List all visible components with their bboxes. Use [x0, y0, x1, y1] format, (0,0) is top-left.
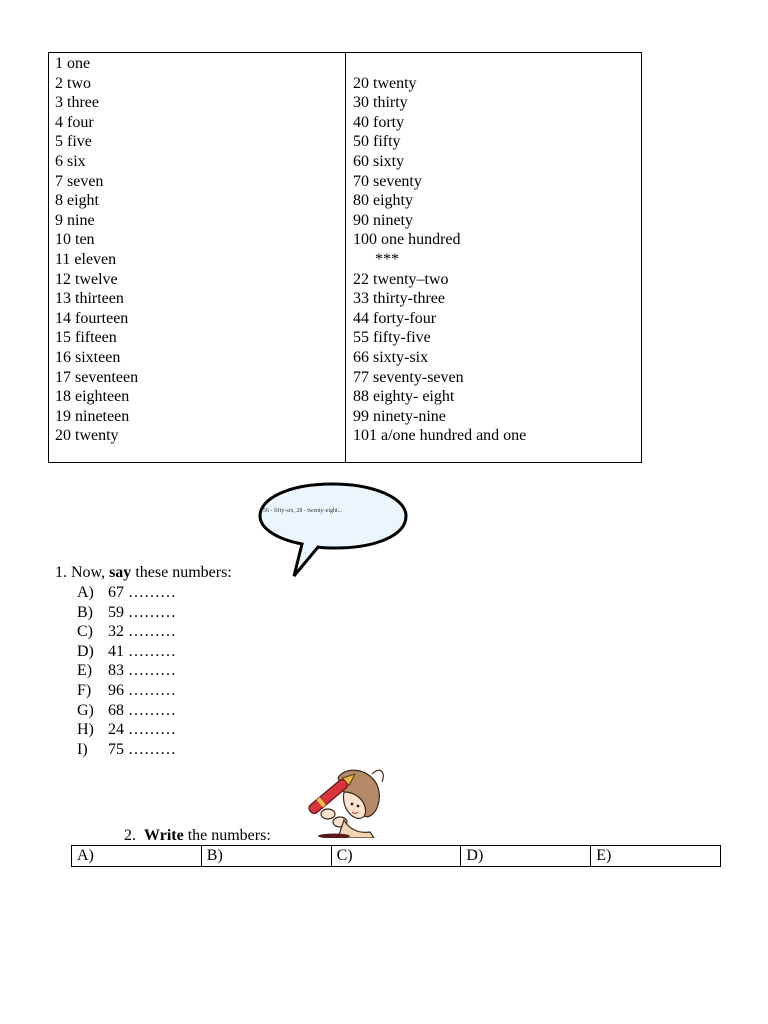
- separator-stars: ***: [375, 250, 399, 268]
- exercise-suffix: the numbers:: [187, 827, 271, 844]
- number-row: 2 two: [55, 74, 91, 92]
- number-row: 4 four: [55, 113, 94, 131]
- item-text: 41 ………: [108, 642, 176, 660]
- number-row: 70 seventy: [353, 172, 422, 190]
- item-letter: A): [77, 584, 94, 601]
- exercise-2-heading: [124, 826, 271, 846]
- number-row: 1 one: [55, 55, 91, 72]
- number-row: 7 seven: [55, 172, 104, 190]
- speech-bubble-icon: [256, 480, 408, 580]
- item-letter: C): [77, 623, 93, 641]
- answer-cell[interactable]: E): [596, 847, 612, 864]
- list-item: [77, 603, 176, 623]
- number-row: 30 thirty: [353, 94, 408, 112]
- item-text: 67 ………: [108, 584, 176, 601]
- number-row: 9 nine: [55, 211, 95, 229]
- write-numbers-answer-table: [71, 845, 721, 867]
- exercise-number: 1.: [55, 564, 67, 581]
- list-item: [77, 642, 176, 662]
- item-letter: D): [77, 642, 94, 660]
- list-item: [77, 681, 176, 701]
- number-row: 50 fifty: [353, 133, 401, 151]
- exercise-suffix: these numbers:: [135, 564, 232, 581]
- number-row: 100 one hundred: [353, 231, 461, 249]
- number-row: 80 eighty: [353, 192, 413, 210]
- number-row: 17 seventeen: [55, 368, 139, 386]
- list-item: [77, 622, 176, 642]
- exercise-keyword: Write: [144, 827, 184, 844]
- item-letter: B): [77, 603, 93, 621]
- exercise-1-heading: [55, 563, 232, 583]
- writing-girl-illustration-icon: [298, 758, 386, 838]
- number-row: 19 nineteen: [55, 407, 130, 425]
- exercise-number: 2.: [124, 827, 136, 844]
- say-numbers-list: [77, 583, 176, 759]
- numbers-right-column: [346, 53, 641, 462]
- item-text: 75 ………: [108, 740, 176, 758]
- number-row: 5 five: [55, 133, 92, 151]
- number-row: 60 sixty: [353, 152, 405, 170]
- item-text: 59 ………: [108, 603, 176, 621]
- number-row: 90 ninety: [353, 211, 413, 229]
- number-row: 18 eighteen: [55, 388, 130, 406]
- list-item: [77, 583, 176, 603]
- list-item: [77, 740, 176, 760]
- number-row: 101 a/one hundred and one: [353, 427, 527, 445]
- item-letter: G): [77, 701, 94, 719]
- list-item: [77, 701, 176, 721]
- answer-cell[interactable]: B): [202, 846, 332, 866]
- list-item: [77, 720, 176, 740]
- number-row: 14 fourteen: [55, 309, 129, 327]
- number-row: 99 ninety-nine: [353, 407, 446, 425]
- item-text: 83 ………: [108, 662, 176, 680]
- number-row: 55 fifty-five: [353, 329, 431, 347]
- answer-cell[interactable]: A): [72, 846, 202, 866]
- number-row: 11 eleven: [55, 250, 117, 268]
- number-row: 13 thirteen: [55, 290, 124, 308]
- number-row: 77 seventy-seven: [353, 368, 464, 386]
- answer-cell[interactable]: C): [332, 846, 462, 866]
- item-text: 96 ………: [108, 681, 176, 699]
- number-row: 88 eighty- eight: [353, 388, 455, 406]
- number-row: 22 twenty–two: [353, 270, 449, 288]
- item-letter: F): [77, 681, 92, 699]
- number-row: 66 sixty-six: [353, 348, 429, 366]
- item-letter: H): [77, 721, 94, 739]
- number-row: 12 twelve: [55, 270, 118, 288]
- number-row: 10 ten: [55, 231, 95, 249]
- number-row: 15 fifteen: [55, 329, 117, 347]
- numbers-left-column: [49, 53, 346, 462]
- number-row: 3 three: [55, 94, 99, 112]
- number-row: 20 twenty: [353, 74, 417, 92]
- item-text: 24 ………: [108, 721, 176, 739]
- number-row: 33 thirty-three: [353, 290, 445, 308]
- number-row: 44 forty-four: [353, 309, 437, 327]
- number-row: 40 forty: [353, 113, 405, 131]
- number-row: 6 six: [55, 152, 86, 170]
- number-row: 8 eight: [55, 192, 99, 210]
- answer-cell[interactable]: D): [461, 846, 591, 866]
- number-row: [353, 54, 641, 74]
- list-item: [77, 661, 176, 681]
- item-text: 68 ………: [108, 701, 176, 719]
- speech-bubble-text: 56 - fifty-six, 28 - twenty-eight...: [263, 508, 343, 514]
- number-row: 16 sixteen: [55, 348, 121, 366]
- item-letter: I): [77, 740, 88, 758]
- numbers-reference-table: [48, 52, 642, 463]
- exercise-keyword: say: [109, 564, 132, 581]
- exercise-prefix: Now,: [71, 564, 106, 581]
- item-text: 32 ………: [108, 623, 176, 641]
- number-row: 20 twenty: [55, 427, 119, 445]
- item-letter: E): [77, 662, 93, 680]
